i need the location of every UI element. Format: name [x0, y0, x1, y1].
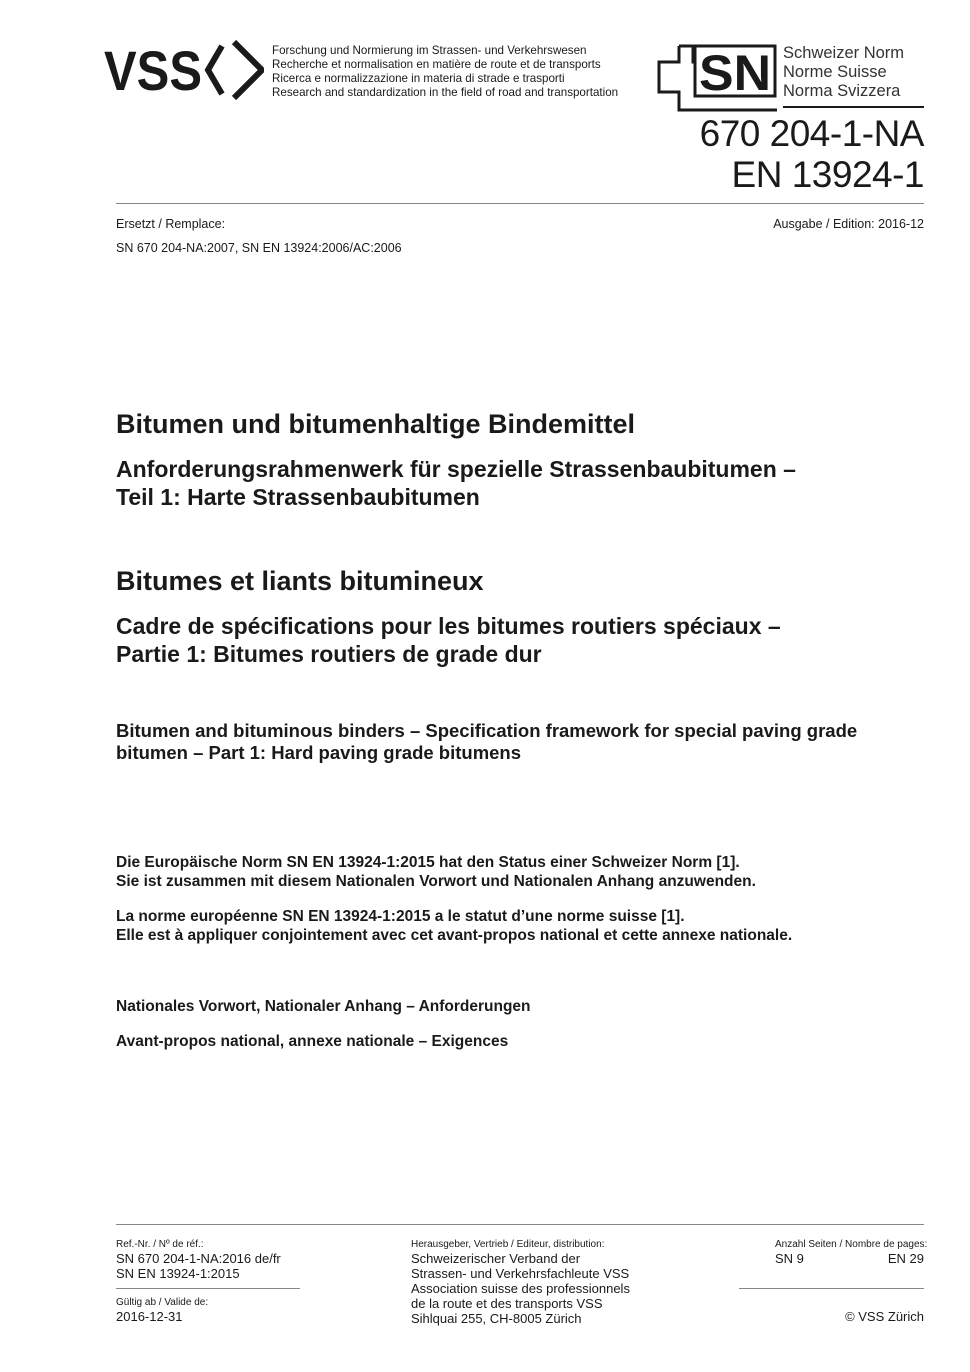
subtitle-fr-line-1: Cadre de spécifications pour les bitumes routiers spéciaux – — [116, 613, 781, 639]
copyright: © VSS Zürich — [845, 1309, 924, 1324]
vss-tagline — [272, 44, 618, 100]
title-en-line-1: Bitumen and bituminous binders – Specification framework for special paving grade — [116, 720, 858, 741]
title-fr: Bitumes et liants bitumineux — [116, 566, 484, 596]
pages-en: EN 29 — [887, 1251, 924, 1266]
sn-rule — [783, 106, 924, 108]
tagline-de: Forschung und Normierung im Strassen- und Verkehrswesen — [272, 44, 587, 57]
replaces-label: Ersetzt / Remplace: — [116, 217, 226, 231]
footer-divider — [116, 1224, 924, 1225]
sn-word-it: Norma Svizzera — [783, 82, 901, 100]
subtitle-de — [116, 455, 796, 511]
vss-logo — [104, 40, 264, 100]
pages-label: Anzahl Seiten / Nombre de pages: — [775, 1239, 928, 1250]
sn-logo-text: SN — [699, 45, 771, 101]
publisher-label: Herausgeber, Vertrieb / Editeur, distribution: — [411, 1239, 605, 1250]
footer-right-divider — [739, 1288, 924, 1289]
publisher-line-3: Association suisse des professionnels — [411, 1281, 630, 1296]
subtitle-fr — [116, 612, 781, 668]
sn-logo — [657, 44, 777, 112]
tagline-fr: Recherche et normalisation en matière de route et de transports — [272, 58, 601, 71]
note-fr-line-2: Elle est à appliquer conjointement avec cet avant-propos national et cette annexe nationale. — [116, 927, 793, 944]
pages-sn: SN 9 — [775, 1251, 804, 1266]
standard-number: 670 204-1-NA — [699, 113, 924, 154]
title-en — [116, 720, 857, 764]
footer-left-divider — [116, 1288, 300, 1289]
sn-words — [783, 44, 904, 101]
publisher-line-1: Schweizerischer Verband der — [411, 1251, 581, 1266]
replaces-value: SN 670 204-NA:2007, SN EN 13924:2006/AC:2006 — [116, 241, 402, 255]
scope-de: Nationales Vorwort, Nationaler Anhang – Anforderungen — [116, 998, 531, 1015]
note-de-line-1: Die Europäische Norm SN EN 13924-1:2015 hat den Status einer Schweizer Norm [1]. — [116, 854, 740, 871]
publisher — [411, 1251, 630, 1326]
sn-word-fr: Norme Suisse — [783, 63, 887, 81]
ref-label: Ref.-Nr. / Nº de réf.: — [116, 1239, 204, 1250]
note-fr-line-1: La norme européenne SN EN 13924-1:2015 a le statut d’une norme suisse [1]. — [116, 908, 685, 925]
vss-logo-text: VSS — [104, 40, 202, 100]
ref-2: SN EN 13924-1:2015 — [116, 1266, 240, 1281]
publisher-line-2: Strassen- und Verkehrsfachleute VSS — [411, 1266, 630, 1281]
note-de-line-2: Sie ist zusammen mit diesem Nationalen Vorwort und Nationalen Anhang anzuwenden. — [116, 873, 756, 890]
subtitle-de-line-2: Teil 1: Harte Strassenbaubitumen — [116, 484, 480, 510]
edition: Ausgabe / Edition: 2016-12 — [773, 217, 924, 231]
title-de: Bitumen und bitumenhaltige Bindemittel — [116, 409, 635, 439]
publisher-line-4: de la route et des transports VSS — [411, 1296, 603, 1311]
scope-fr: Avant-propos national, annexe nationale – Exigences — [116, 1033, 509, 1050]
header-divider — [116, 203, 924, 204]
ref-1: SN 670 204-1-NA:2016 de/fr — [116, 1251, 281, 1266]
sn-word-de: Schweizer Norm — [783, 44, 905, 62]
subtitle-fr-line-2: Partie 1: Bitumes routiers de grade dur — [116, 641, 542, 667]
valid-label: Gültig ab / Valide de: — [116, 1297, 209, 1308]
note-fr — [116, 907, 792, 945]
valid-value: 2016-12-31 — [116, 1309, 183, 1324]
en-number: EN 13924-1 — [731, 154, 924, 195]
note-de — [116, 853, 756, 891]
publisher-line-5: Sihlquai 255, CH-8005 Zürich — [411, 1311, 582, 1326]
title-en-line-2: bitumen – Part 1: Hard paving grade bitumens — [116, 742, 522, 763]
subtitle-de-line-1: Anforderungsrahmenwerk für spezielle Strassenbaubitumen – — [116, 456, 796, 482]
tagline-it: Ricerca e normalizzazione in materia di strade e trasporti — [272, 72, 565, 85]
tagline-en: Research and standardization in the field of road and transportation — [272, 86, 619, 99]
